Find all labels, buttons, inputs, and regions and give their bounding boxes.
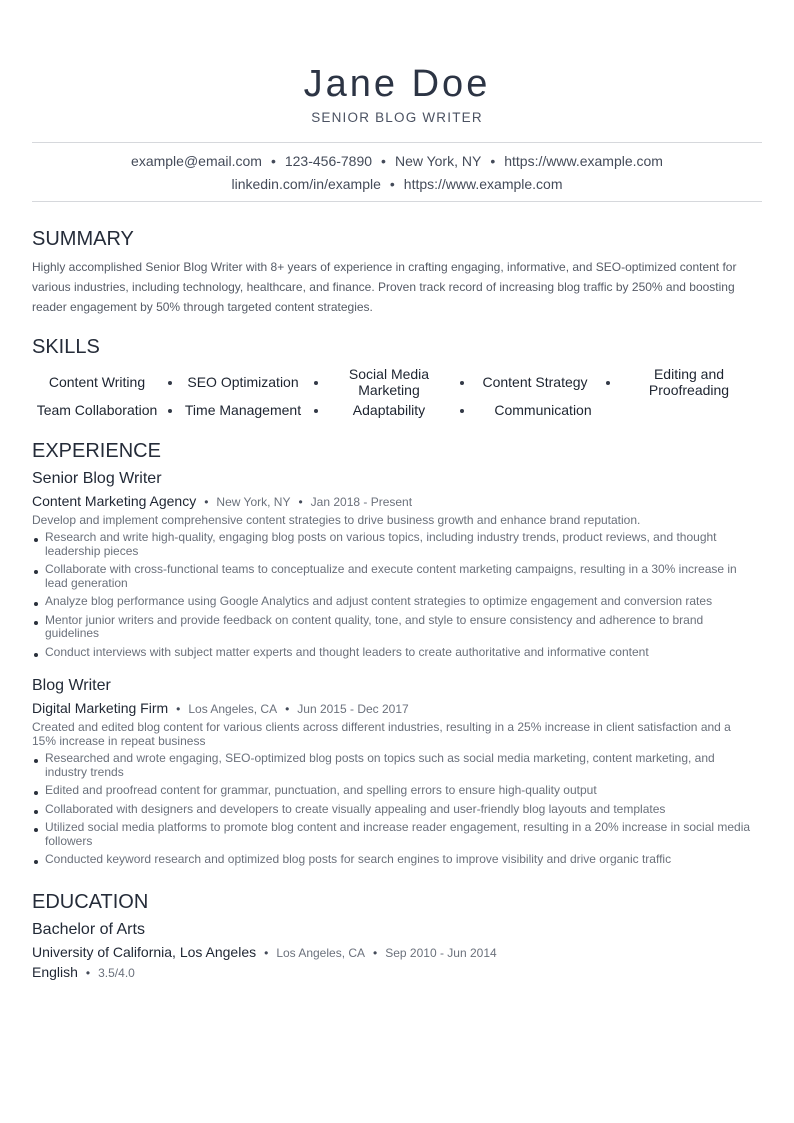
list-item: Conduct interviews with subject matter experts and thought leaders to create authoritative and informative content <box>32 646 757 660</box>
separator: • <box>389 176 395 192</box>
contact-line-1 <box>32 151 762 171</box>
list-item: Researched and wrote engaging, SEO-optimized blog posts on topics such as social media marketing, content marketing, and industry trends <box>32 752 757 779</box>
skill-item: Adaptability <box>352 402 426 418</box>
website-link[interactable]: https://www.example.com <box>504 153 663 169</box>
job-bullets <box>32 752 762 872</box>
location-text: New York, NY <box>394 153 482 169</box>
skill-item: Content Writing <box>48 374 146 390</box>
website-link-2[interactable]: https://www.example.com <box>403 176 563 192</box>
skill-separator-dot <box>168 409 172 413</box>
skill-separator-dot <box>460 409 464 413</box>
education-meta <box>32 943 497 962</box>
candidate-name: Jane Doe <box>303 63 491 105</box>
job-location: New York, NY <box>216 495 291 509</box>
skills-heading: SKILLS <box>32 336 100 358</box>
summary-text: Highly accomplished Senior Blog Writer with 8+ years of experience in crafting engaging, informative, and SEO-optimized content for various industries, including technology, healthcare, and finance. Proven track record of increasing blog traffic by 250% and boosting reader engagement by 50% through targeted content strategies. <box>32 260 737 314</box>
linkedin-link[interactable]: linkedin.com/in/example <box>231 176 381 192</box>
skill-item: SEO Optimization <box>187 374 299 390</box>
separator: • <box>204 495 209 509</box>
job-title: Senior Blog Writer <box>32 470 162 487</box>
job-title: Blog Writer <box>32 677 111 694</box>
skill-item: Social Media Marketing <box>348 366 430 398</box>
skill-separator-dot <box>606 381 610 385</box>
skill-item: Editing and Proofreading <box>648 366 730 398</box>
separator: • <box>373 946 378 960</box>
company-name: Digital Marketing Firm <box>32 700 169 716</box>
education-dates: Sep 2010 - Jun 2014 <box>385 946 497 960</box>
separator: • <box>85 966 91 980</box>
job-description: Created and edited blog content for various clients across different industries, resulting in a 25% increase in client satisfaction and a 15% increase in repeat business <box>32 720 731 748</box>
company-name: Content Marketing Agency <box>32 493 197 509</box>
list-item: Conducted keyword research and optimized blog posts for search engines to improve visibility and drive organic traffic <box>32 853 757 867</box>
separator: • <box>264 946 269 960</box>
skill-separator-dot <box>314 409 318 413</box>
education-major-meta <box>32 963 135 982</box>
major-name: English <box>32 964 78 980</box>
job-location: Los Angeles, CA <box>188 702 278 716</box>
skill-item: Content Strategy <box>482 374 588 390</box>
job-meta <box>32 492 412 511</box>
separator: • <box>176 702 181 716</box>
list-item: Analyze blog performance using Google Analytics and adjust content strategies to optimize engagement and conversion rates <box>32 595 757 609</box>
job-bullets <box>32 531 762 664</box>
skill-separator-dot <box>460 381 464 385</box>
separator: • <box>285 702 290 716</box>
list-item: Collaborate with cross-functional teams to conceptualize and execute content marketing campaigns, resulting in a 30% increase in lead generation <box>32 563 757 590</box>
header-divider-bottom <box>32 201 762 202</box>
job-description: Develop and implement comprehensive content strategies to drive business growth and enhance brand reputation. <box>32 513 641 527</box>
skill-separator-dot <box>314 381 318 385</box>
degree-title: Bachelor of Arts <box>32 921 145 938</box>
experience-heading: EXPERIENCE <box>32 440 161 462</box>
separator: • <box>381 153 386 169</box>
header-divider-top <box>32 142 762 143</box>
candidate-title: SENIOR BLOG WRITER <box>311 110 483 125</box>
skill-item: Team Collaboration <box>36 402 158 418</box>
skill-item: Communication <box>494 402 592 418</box>
list-item: Collaborated with designers and developers to create visually appealing and user-friendly blog layouts and templates <box>32 803 757 817</box>
list-item: Research and write high-quality, engaging blog posts on various topics, including industry trends, product reviews, and thought leadership pieces <box>32 531 757 558</box>
separator: • <box>298 495 303 509</box>
list-item: Mentor junior writers and provide feedback on content quality, tone, and style to ensure consistency and adherence to brand guidelines <box>32 614 757 641</box>
contact-line-2 <box>32 174 762 194</box>
gpa-value: 3.5/4.0 <box>98 966 135 980</box>
school-name: University of California, Los Angeles <box>32 944 257 960</box>
email-link[interactable]: example@email.com <box>131 153 262 169</box>
list-item: Utilized social media platforms to promote blog content and increase reader engagement, resulting in a 20% increase in social media followers <box>32 821 757 848</box>
list-item: Edited and proofread content for grammar, punctuation, and spelling errors to ensure high-quality output <box>32 784 757 798</box>
separator: • <box>270 153 276 169</box>
skill-item: Time Management <box>184 402 302 418</box>
skill-separator-dot <box>168 381 172 385</box>
job-dates: Jan 2018 - Present <box>310 495 413 509</box>
phone-text[interactable]: 123-456-7890 <box>284 153 373 169</box>
school-location: Los Angeles, CA <box>276 946 366 960</box>
job-meta <box>32 699 409 718</box>
summary-heading: SUMMARY <box>32 228 134 250</box>
job-dates: Jun 2015 - Dec 2017 <box>297 702 409 716</box>
separator: • <box>490 153 496 169</box>
education-heading: EDUCATION <box>32 891 149 913</box>
